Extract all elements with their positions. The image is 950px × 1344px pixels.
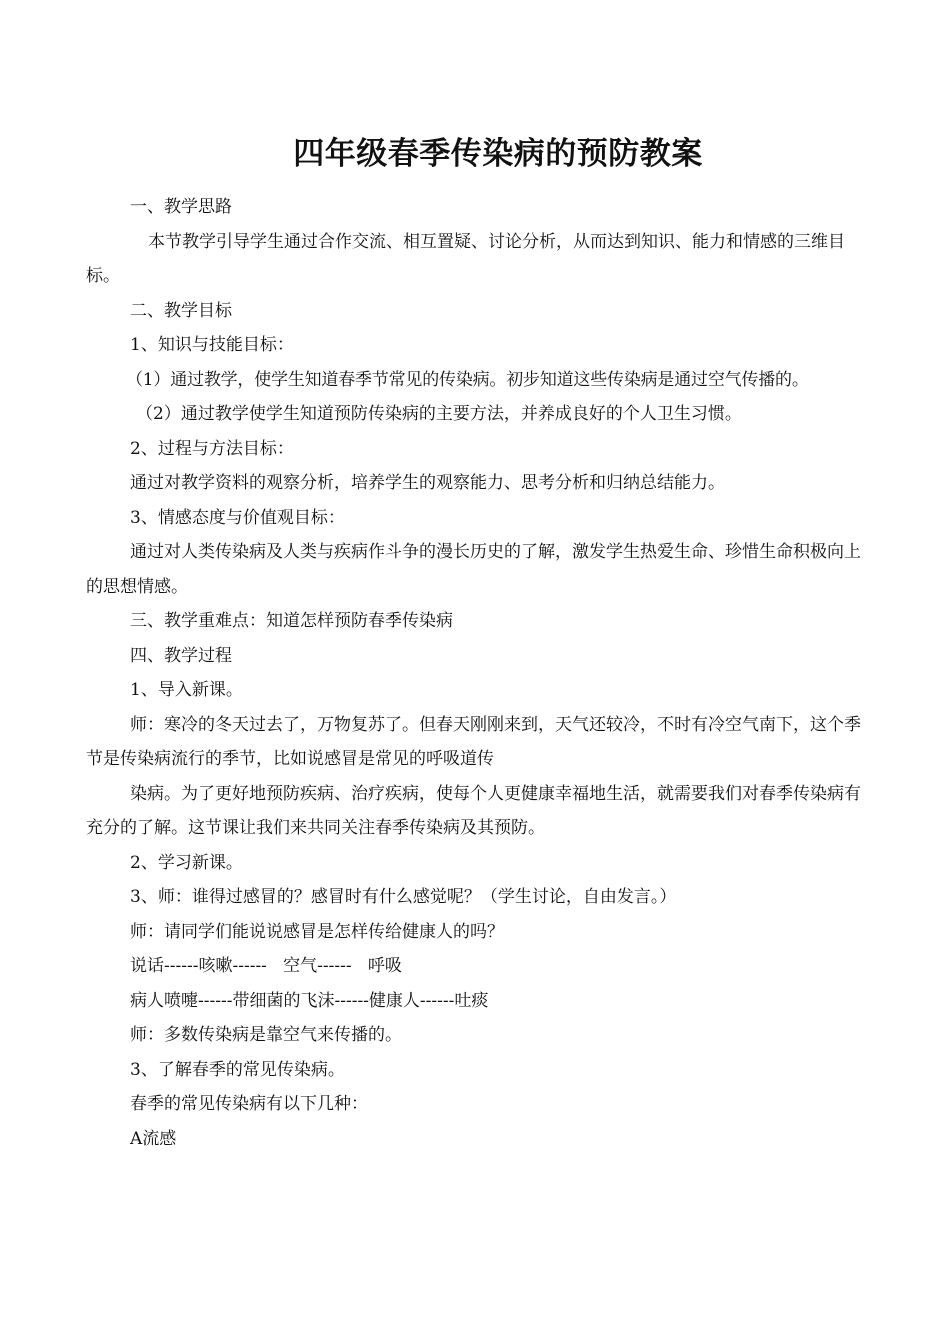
paragraph: 通过对人类传染病及人类与疾病作斗争的漫长历史的了解，激发学生热爱生命、珍惜生命积极向上的思想情感。	[86, 542, 861, 597]
section-heading: 一、教学思路	[130, 197, 232, 217]
subheading: 1、导入新课。	[130, 680, 243, 700]
paragraph: 通过对教学资料的观察分析，培养学生的观察能力、思考分析和归纳总结能力。	[130, 473, 725, 493]
paragraph: 说话------咳嗽------ 空气------ 呼吸	[130, 956, 402, 976]
section-heading: 四、教学过程	[130, 645, 232, 666]
paragraph: 师：请同学们能说说感冒是怎样传给健康人的吗？	[130, 921, 504, 942]
paragraph: 师：多数传染病是靠空气来传播的。	[130, 1025, 402, 1045]
subheading: 2、过程与方法目标：	[130, 438, 294, 459]
paragraph: 染病。为了更好地预防疾病、治疗疾病，使每个人更健康幸福地生活，就需要我们对春季传染病有充分的了解。这节课让我们来共同关注春季传染病及其预防。	[86, 783, 861, 838]
paragraph: 病人喷嚏------带细菌的飞沫------健康人------吐痰	[130, 990, 489, 1011]
subheading: 3、情感态度与价值观目标：	[130, 507, 345, 528]
paragraph: （1）通过教学，使学生知道春季节常见的传染病。初步知道这些传染病是通过空气传播的。	[126, 369, 809, 390]
section-heading: 二、教学目标	[130, 300, 232, 321]
document-title: 四年级春季传染病的预防教案	[293, 136, 703, 172]
paragraph: 师：寒冷的冬天过去了，万物复苏了。但春天刚刚来到，天气还较冷，不时有冷空气南下，这个季节是传染病流行的季节，比如说感冒是常见的呼吸道传	[86, 714, 861, 769]
paragraph: 春季的常见传染病有以下几种：	[130, 1094, 368, 1114]
subheading: 1、知识与技能目标：	[130, 335, 294, 355]
paragraph: 本节教学引导学生通过合作交流、相互置疑、讨论分析，从而达到知识、能力和情感的三维目标。	[86, 231, 845, 286]
section-heading: 三、教学重难点：知道怎样预防春季传染病	[130, 611, 453, 631]
paragraph: （2）通过教学使学生知道预防传染病的主要方法，并养成良好的个人卫生习惯。	[136, 404, 742, 424]
paragraph: 3、师：谁得过感冒的？感冒时有什么感觉呢？（学生讨论，自由发言。）	[130, 887, 677, 907]
document-body	[86, 190, 876, 1156]
subheading: 2、学习新课。	[130, 852, 243, 873]
list-item: A流感	[130, 1128, 177, 1149]
subheading: 3、了解春季的常见传染病。	[130, 1059, 345, 1080]
